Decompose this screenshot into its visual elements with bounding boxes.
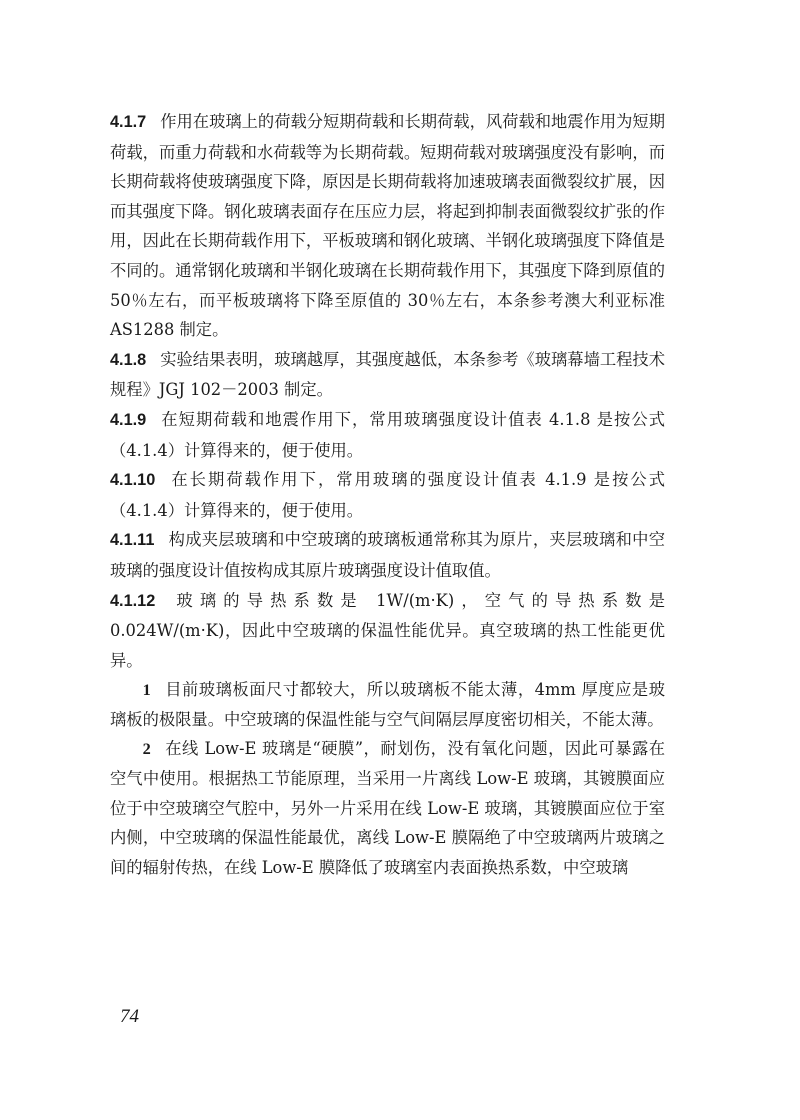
clause-text: 玻璃的导热系数是 1W/(m·K)，空气的导热系数是 0.024W/(m·K)，因此中空玻璃的保温性能优异。真空玻璃的热工性能更优异。 (110, 590, 665, 670)
clause-number: 4.1.12 (110, 591, 156, 610)
clause-number: 4.1.11 (110, 531, 155, 550)
clause-text: 构成夹层玻璃和中空玻璃的玻璃板通常称其为原片，夹层玻璃和中空玻璃的强度设计值按构成其原片玻璃强度设计值取值。 (110, 530, 665, 580)
item-text: 在线 Low-E 玻璃是“硬膜”，耐划伤，没有氧化问题，因此可暴露在空气中使用。根据热工节能原理，当采用一片离线 Low-E 玻璃，其镀膜面应位于中空玻璃空气腔中，另外一片采用在线 Low-E 玻璃，其镀膜面应位于室内侧，中空玻璃的保温性能最优，离线 Low-E 膜隔绝了中空玻璃两片玻璃之间的辐射传热，在线 Low-E 膜降低了玻璃室内表面换热系数，中空玻璃 (110, 739, 665, 877)
clause-number: 4.1.10 (110, 471, 156, 490)
list-item-1 (110, 675, 665, 734)
clause-text: 作用在玻璃上的荷载分短期荷载和长期荷载，风荷载和地震作用为短期荷载，而重力荷载和水荷载等为长期荷载。短期荷载对玻璃强度没有影响，而长期荷载将使玻璃强度下降，原因是长期荷载将加速玻璃表面微裂纹扩展，因而其强度下降。钢化玻璃表面存在压应力层，将起到抑制表面微裂纹扩张的作用，因此在长期荷载作用下，平板玻璃和钢化玻璃、半钢化玻璃强度下降值是不同的。通常钢化玻璃和半钢化玻璃在长期荷载作用下，其强度下降到原值的 50％左右，而平板玻璃将下降至原值的 30％左右，本条参考澳大利亚标准 AS1288 制定。 (110, 112, 665, 340)
clause-4-1-10 (110, 465, 665, 525)
page-number: 74 (120, 1006, 139, 1027)
clause-4-1-11 (110, 525, 665, 585)
item-number: 2 (142, 739, 151, 759)
clause-text: 实验结果表明，玻璃越厚，其强度越低，本条参考《玻璃幕墙工程技术规程》JGJ 102－2003 制定。 (110, 349, 665, 400)
clause-number: 4.1.7 (110, 113, 147, 131)
clause-4-1-9 (110, 405, 665, 465)
clause-4-1-7 (110, 107, 665, 345)
clause-number: 4.1.8 (110, 350, 147, 369)
item-number: 1 (142, 680, 151, 700)
clause-text: 在长期荷载作用下，常用玻璃的强度设计值表 4.1.9 是按公式（4.1.4）计算得来的，便于使用。 (110, 470, 665, 520)
clause-number: 4.1.9 (110, 410, 147, 429)
document-body (110, 107, 665, 882)
clause-4-1-12 (110, 586, 665, 676)
list-item-2 (110, 734, 665, 882)
clause-4-1-8 (110, 345, 665, 405)
clause-text: 在短期荷载和地震作用下，常用玻璃强度设计值表 4.1.8 是按公式（4.1.4）计算得来的，便于使用。 (110, 409, 665, 460)
item-text: 目前玻璃板面尺寸都较大，所以玻璃板不能太薄，4mm 厚度应是玻璃板的极限量。中空玻璃的保温性能与空气间隔层厚度密切相关，不能太薄。 (110, 680, 665, 729)
